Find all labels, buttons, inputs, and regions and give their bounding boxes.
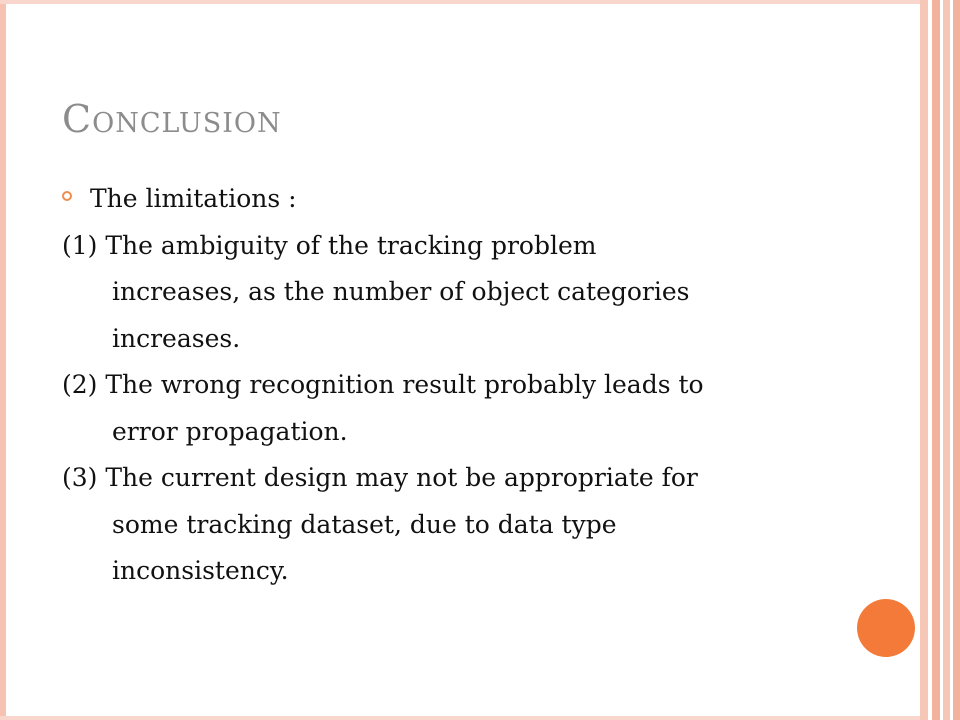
decorative-circle-icon: [857, 599, 915, 657]
bullet-text: The limitations :: [90, 184, 297, 213]
top-border: [0, 0, 920, 4]
bullet-item: [62, 176, 862, 223]
right-stripe-1: [920, 0, 928, 720]
bottom-border: [0, 716, 920, 720]
limitation-1-line-2: increases, as the number of object categories: [112, 277, 690, 306]
slide-title: Conclusion: [62, 97, 282, 141]
right-stripe-7: [953, 0, 960, 720]
slide-body: [62, 176, 862, 595]
limitation-2-line-1: (2) The wrong recognition result probably leads to: [62, 370, 704, 399]
limitation-3-line-1: (3) The current design may not be appropriate for: [62, 463, 698, 492]
limitation-1-line-3: increases.: [112, 323, 241, 353]
limitation-3-line-2: some tracking dataset, due to data type: [112, 509, 617, 539]
right-stripe-5: [943, 0, 950, 720]
limitation-1-line-1: (1) The ambiguity of the tracking problem: [62, 230, 597, 260]
limitation-2-line-2: error propagation.: [112, 416, 348, 446]
limitation-3-line-3: inconsistency.: [112, 556, 289, 585]
right-stripe-3: [932, 0, 940, 720]
left-border: [0, 0, 6, 720]
bullet-icon: [62, 191, 72, 201]
